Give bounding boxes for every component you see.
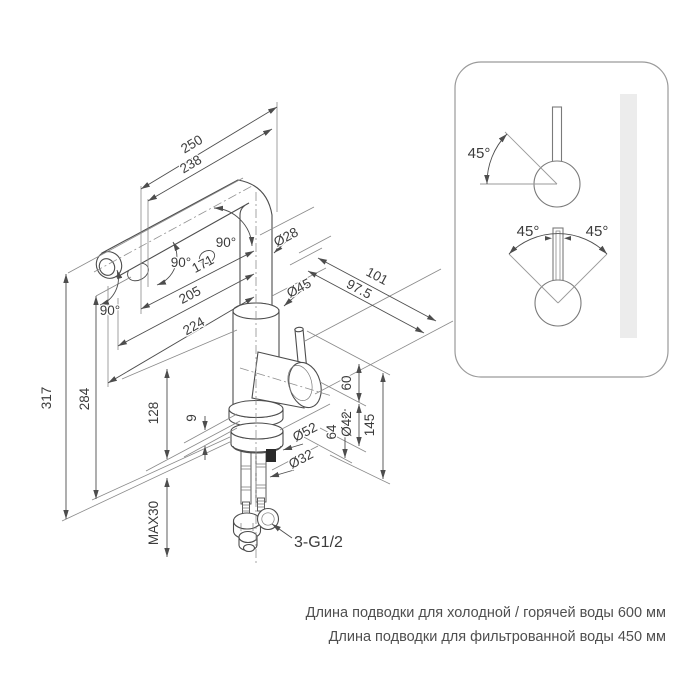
dim-h-145: 145 (362, 413, 377, 437)
dim-dia-42: Ø42 (339, 411, 354, 437)
dim-len-224: 224 (180, 313, 208, 339)
dim-depth-97: 97.5 (343, 276, 375, 302)
dim-angle-aerator: 90° (170, 255, 192, 270)
dim-dia-45: Ø45 (284, 275, 314, 301)
dim-depth-101: 101 (363, 264, 391, 288)
fixing-bolt (266, 449, 276, 462)
dim-reach-238: 238 (177, 151, 205, 177)
dim-len-171: 171 (189, 252, 217, 276)
dim-thread-label: 3-G1/2 (294, 534, 343, 551)
dim-h-9: 9 (184, 414, 199, 422)
dim-h-284: 284 (77, 387, 92, 411)
footer-notes (306, 605, 666, 645)
hose-length-note-1: Длина подводки для холодной / горячей воды 600 мм (305, 605, 666, 621)
panel-accent-bar (620, 94, 637, 338)
dim-dia-52: Ø52 (290, 419, 320, 445)
dim-h-128: 128 (146, 401, 161, 425)
dim-angle-bend: 90° (215, 235, 237, 250)
panel-top-angle: 45° (467, 145, 491, 162)
dim-h-60: 60 (339, 375, 354, 391)
dim-h-64: 64 (324, 424, 339, 440)
dim-dia-32: Ø32 (286, 446, 316, 472)
lever-icon (553, 107, 562, 163)
dim-reach-250: 250 (178, 131, 206, 157)
dim-len-205: 205 (176, 283, 204, 307)
panel-bottom-left-angle: 45° (516, 223, 540, 240)
handle-rotation-panel (455, 62, 668, 377)
dim-angle-tip: 90° (99, 303, 121, 318)
hose-length-note-2: Длина подводки для фильтрованной воды 450 мм (328, 629, 666, 645)
hose-connector (234, 513, 261, 529)
panel-bottom-right-angle: 45° (585, 223, 609, 240)
dim-h-317: 317 (39, 386, 54, 410)
dim-max30: MAX30 (146, 500, 161, 546)
dim-dia-28: Ø28 (271, 224, 301, 250)
